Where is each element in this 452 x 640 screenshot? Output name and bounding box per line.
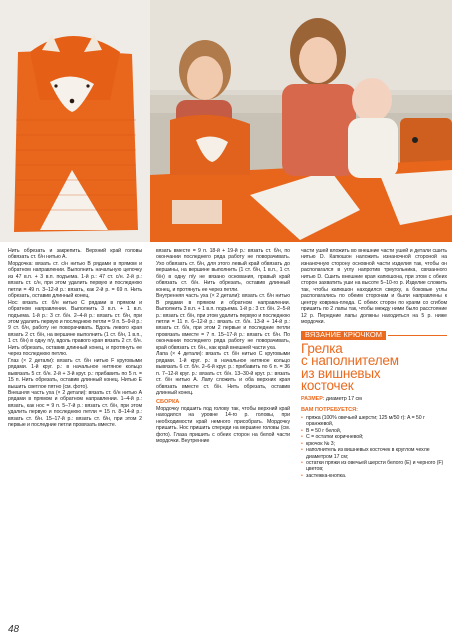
size-value: диаметр 17 см	[325, 395, 362, 402]
title-line: с наполнителем	[301, 353, 399, 369]
paragraph: Внешняя часть уха (× 2 детали): вязать ст. б/н нитью А рядами в прямом и обратном направлении. 1–4-й р.: вязать, как нос = 9 п. 5–7-й р.: вязать ст. б/н, при этом удалить первую и последнюю петли = 15 п. 8–14-й р.: вязать ст. б/н. 15–17-й р.: вязать ст. б/н, при этом 2 первые и последние петли провязать вместе.	[8, 389, 142, 429]
paragraph: Внутренняя часть уха (× 2 детали): вязать ст. б/н нитью В рядами в прямом и обратном направлении. Выполнить 3 в.п. + 1 в.п. подъема. 1-й р.: 3 ст. б/н. 2–5-й р.: вязать ст. б/н, при этом удалить первую и последнюю петли = 11 п. 6–12-й р.: вязать ст. б/н. 13-й + 14-й р.: вязать ст. б/н, при этом 2 первые и последние петли провязать вместе = 7 п. 15–17-й р.: вязать ст. б/н. По окончании последнего ряда работу не поворачивать, край обвязать ст. б/н., как край внешней части уха.	[156, 293, 290, 351]
list-item: • B = 50 г белой,	[301, 428, 447, 434]
paragraph: Нос: вязать ст. б/н нитью С рядами в прямом и обратном направлении. Выполнить 3 в.п. + 1 в.п. подъема. 1-й р.: 3 ст. б/н. 2–4-й р.: вязать ст. б/н, при этом удалить первую и последнюю петли = 9 п. 5–9-й р.: 9 ст. б/н, работу не поворачивать. Вдоль левого края вязать 2 ст. б/н, на вершине выполнить (1 ст. б/н, 1 в.п., 1 ст. б/н) в одну п/у, вдоль правого края вязать 2 ст. б/н. Нить обрезать, оставив длинный конец, и протянуть ее через последнюю петлю.	[8, 299, 142, 358]
paragraph: Мордочку подшить под голову так, чтобы верхний край находился на уровне 14-го р. головы, при необходимости край немного присобрать. Мордочку пришить. Нос пришить спереди на вершине головы (см. фото). Глаза пришить с обеих сторон на белой части мордочки. Внутренние	[156, 405, 290, 445]
paragraph: Нить обрезать и закрепить. Верхний край головы обвязать ст. б/н нитью А.	[8, 248, 142, 261]
paragraph: Лапа (× 4 детали): вязать ст. б/н нитью С круговыми рядами. 1-й круг. р.: в начальное нитяное кольцо вывязать 6 ст. б/н. 2–6-й круг. р.: прибавить по 6 п. = 36 п. 7–12-й круг. р.: вязать ст. б/н. 13–30-й круг. р.: вязать ст. б/н нитью А. Лапу сложить и оба верхних края обвязать вместе ст. б/н. Нить обрезать, оставив длинный конец.	[156, 351, 290, 396]
hero-photo	[0, 0, 452, 242]
size-line	[301, 396, 447, 402]
text-column-1	[8, 248, 142, 429]
list-item: • пряжа (100% овечьей шерсти; 125 м/50 г): A = 50 г оранжевой,	[301, 415, 447, 428]
section-header	[301, 331, 447, 339]
assembly-heading: СБОРКА	[156, 399, 180, 406]
text-column-2	[156, 248, 290, 445]
list-item: • застежка-кнопка.	[301, 473, 447, 479]
section-divider	[388, 335, 447, 336]
title-line: косточек	[301, 378, 354, 394]
title-line: Грелка	[301, 340, 343, 356]
list-item: • остатки пряжи из овечьей шерсти белого (E) и черного (F) цветов;	[301, 460, 447, 473]
paragraph: вязать вместе = 9 п. 18-й + 19-й р.: вязать ст. б/н, по окончании последнего ряда работу не поворачивать. Ухо обвязать ст. б/н, для этого левый край обвязать до вершины, на вершине выполнить (1 ст. б/н, 1 в.п., 1 ст. б/н) в одну п/у не вязано основания, правый край обвязать ст. б/н. Нить обрезать, оставив длинный конец, и протянуть ее через петли.	[156, 248, 290, 293]
text-column-3	[301, 248, 447, 479]
article-title	[301, 340, 447, 394]
paragraph: Мордочка: вязать ст. с/н нитью В рядами в прямом и обратном направлении. Выполнить начальную цепочку из 47 в.п. + 3 в.п. подъема. 1-й р.: 47 ст. с/н. 2-й р.: вязать ст. с/н, при этом удалить первую и последнюю петли = 49 п. 3–12-й р.: вязать, как 2-й р. = 69 п. Нить обрезать, оставив длинный конец.	[8, 260, 142, 300]
paragraph: Глаз (× 2 детали): вязать ст. б/н нитью F круговыми рядами. 1-й круг. р.: в начальное нитяное кольцо вывязать 5 ст. б/н. 2-й + 3-й круг. р.: прибавить по 5 п. = 15 п. Нить обрезать, оставив длинный конец. Нитью E вышить светлое пятно (см. фото).	[8, 357, 142, 390]
paragraph: части ушей вложить во внешние части ушей и детали сшить нитью D. Капюшон наложить изнаночной стороной на изнаночную сторону основной части изделия так, чтобы он располагался в углу напротив треугольника, связанного нитью D. Сшить внешние края капюшона, при этом с обеих сторон захватить уши на высоте 5–10-го р. Изделие сложить так, чтобы капюшон находился сверху, а боковые углы располагались по обеим сторонам и были направлены к центру коврика-пледа. С обеих сторон по краям со сгибом пришить по 2 лапы так, чтобы между ними было расстояние 12 р. Передние лапы должны находиться на 5 р. ниже мордочки.	[301, 248, 447, 325]
list-item: • С = остатки коричневой;	[301, 434, 447, 440]
list-item: • наполнитель из вишневых косточек в круглом чехле диаметром 17 см;	[301, 447, 447, 460]
size-label: РАЗМЕР:	[301, 395, 325, 402]
title-line: из вишневых	[301, 365, 381, 381]
photo-illustration	[0, 0, 452, 242]
materials-list	[301, 415, 447, 480]
page-number: 48	[8, 624, 20, 635]
list-item: • крючок № 3;	[301, 441, 447, 447]
materials-heading: ВАМ ПОТРЕБУЕТСЯ:	[301, 407, 358, 414]
section-tag: ВЯЗАНИЕ КРЮЧКОМ	[301, 331, 386, 339]
